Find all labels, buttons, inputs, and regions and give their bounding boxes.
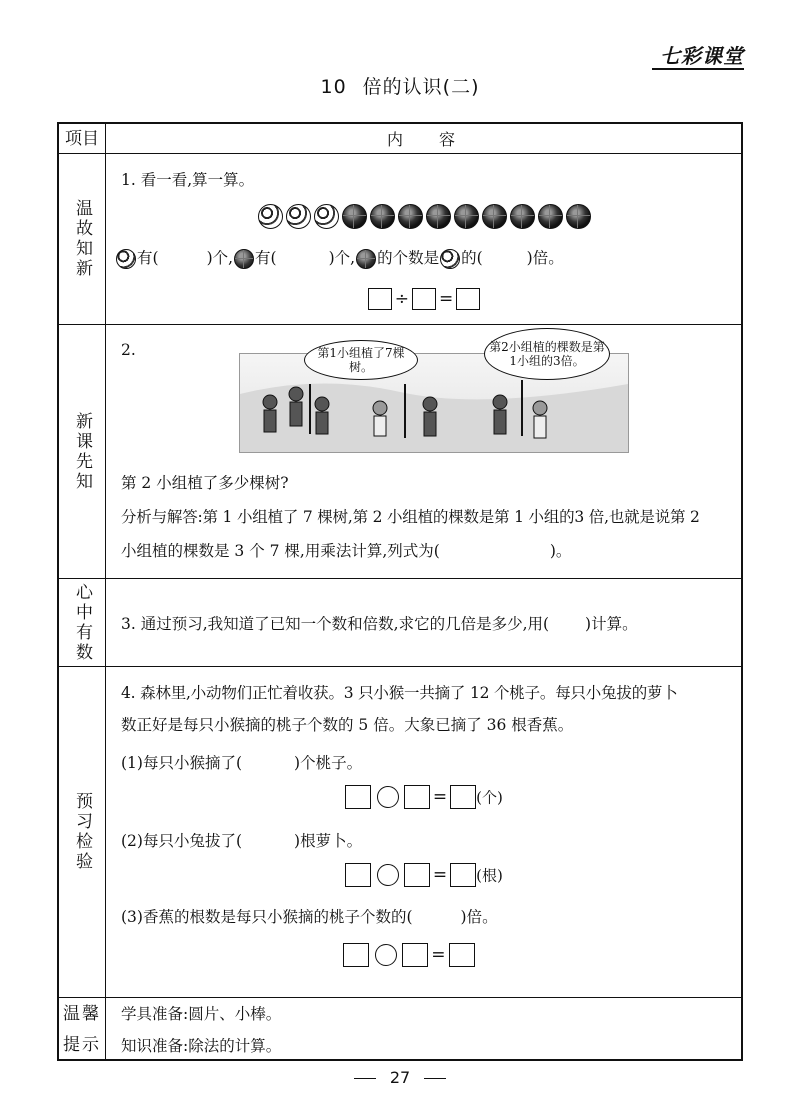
sub-question-text: (3)香蕉的根数是每只小猴摘的桃子个数的( <box>121 908 413 926</box>
equals-sign: = <box>431 945 446 965</box>
worksheet-table <box>57 122 743 1061</box>
section-tips <box>59 998 741 1061</box>
question-1-prompt: 1. 看一看,算一算。 <box>121 171 255 189</box>
sub-question-text: )根萝卜。 <box>294 832 363 850</box>
answer-box[interactable] <box>404 863 430 887</box>
page-number: 27 <box>389 1068 411 1087</box>
answer-box[interactable] <box>368 288 392 310</box>
section-content-tips <box>107 998 741 1061</box>
equals-sign: = <box>432 865 448 885</box>
lesson-title: 倍的认识(二) <box>362 76 480 98</box>
page-footer <box>0 1068 800 1087</box>
lesson-number: 10 <box>320 76 347 98</box>
operator-circle[interactable] <box>377 786 399 808</box>
fill-text: 有( <box>255 249 277 267</box>
question-2-number: 2. <box>121 341 136 359</box>
answer-box[interactable] <box>450 785 476 809</box>
basketball-icon <box>538 204 563 229</box>
question-2-text: 第 2 小组植了多少棵树? <box>121 474 289 492</box>
basketball-icon <box>454 204 479 229</box>
sub-question-text: (2)每只小兔拔了( <box>121 832 243 850</box>
sub-question-text: (1)每只小猴摘了( <box>121 754 243 772</box>
speech-bubble-group-1: 第1小组植了7棵树。 <box>304 340 418 380</box>
soccer-ball-icon <box>440 249 460 269</box>
basketball-icon <box>482 204 507 229</box>
equals-sign: = <box>432 787 448 807</box>
section-preview-check <box>59 667 741 998</box>
basketball-icon <box>426 204 451 229</box>
fill-text: 有( <box>137 249 159 267</box>
section-label-summary: 心中有数 <box>59 579 106 666</box>
operator-circle[interactable] <box>377 864 399 886</box>
footer-dash <box>424 1078 446 1079</box>
answer-box[interactable] <box>402 943 428 967</box>
equation-2 <box>107 785 741 809</box>
section-content-new-lesson <box>107 325 741 578</box>
speech-bubble-group-2: 第2小组植的棵数是第1小组的3倍。 <box>484 328 610 380</box>
question-3-text: )计算。 <box>585 615 638 633</box>
fill-text: 的个数是 <box>377 249 440 267</box>
equation-3 <box>107 863 741 887</box>
basketball-icon <box>342 204 367 229</box>
section-content-review <box>107 154 741 324</box>
answer-box[interactable] <box>404 785 430 809</box>
fill-text: )个, <box>206 249 234 267</box>
question-3-text: 3. 通过预习,我知道了已知一个数和倍数,求它的几倍是多少,用( <box>121 615 550 633</box>
analysis-text: )。 <box>549 542 572 560</box>
question-4-line-2: 数正好是每只小猴摘的桃子个数的 5 倍。大象已摘了 36 根香蕉。 <box>121 716 574 734</box>
page-title <box>0 72 800 99</box>
sub-question-1 <box>121 751 362 773</box>
equation-1 <box>107 288 741 310</box>
tip-knowledge: 知识准备:除法的计算。 <box>121 1037 282 1055</box>
analysis-line-1: 分析与解答:第 1 小组植了 7 棵树,第 2 小组植的棵数是第 1 小组的3 倍,也就是说第 2 <box>121 508 700 526</box>
equation-4 <box>107 943 741 967</box>
answer-box[interactable] <box>343 943 369 967</box>
soccer-ball-icon <box>116 249 136 269</box>
section-summary <box>59 579 741 667</box>
soccer-ball-icon <box>286 204 311 229</box>
answer-box[interactable] <box>412 288 436 310</box>
answer-box[interactable] <box>345 863 371 887</box>
soccer-ball-icon <box>258 204 283 229</box>
unit-label: (个) <box>476 788 503 807</box>
tips-label-top: 温馨 <box>63 1003 101 1024</box>
operator-circle[interactable] <box>375 944 397 966</box>
tip-tools: 学具准备:圆片、小棒。 <box>121 1005 282 1023</box>
footer-dash <box>354 1078 376 1079</box>
question-3 <box>121 612 638 634</box>
sub-question-text: )倍。 <box>460 908 498 926</box>
basketball-icon <box>356 249 376 269</box>
section-new-lesson <box>59 325 741 579</box>
question-4-line-1: 4. 森林里,小动物们正忙着收获。3 只小猴一共摘了 12 个桃子。每只小兔拔的萝卜 <box>121 684 678 702</box>
section-content-preview-check <box>107 667 741 997</box>
basketball-icon <box>566 204 591 229</box>
analysis-text: 小组植的棵数是 3 个 7 棵,用乘法计算,列式为( <box>121 542 440 560</box>
table-header-row <box>59 124 741 154</box>
header-content: 内容 <box>386 130 491 149</box>
fill-text: )倍。 <box>526 249 564 267</box>
fill-text: 的( <box>461 249 483 267</box>
section-review <box>59 154 741 325</box>
section-label-preview-check: 预习检验 <box>59 667 106 997</box>
tree-planting-illustration <box>239 340 629 453</box>
soccer-ball-icon <box>314 204 339 229</box>
section-label-tips <box>59 998 106 1061</box>
basketball-icon <box>370 204 395 229</box>
question-1-fill-line <box>115 246 564 269</box>
basketball-icon <box>398 204 423 229</box>
equals-sign: = <box>439 289 454 309</box>
sub-question-3 <box>121 905 498 927</box>
sub-question-2 <box>121 829 362 851</box>
answer-box[interactable] <box>450 863 476 887</box>
answer-box[interactable] <box>449 943 475 967</box>
basketball-icon <box>234 249 254 269</box>
analysis-line-2 <box>121 539 571 561</box>
basketball-icon <box>510 204 535 229</box>
brand-logo: 七彩课堂 <box>660 44 744 68</box>
division-sign: ÷ <box>394 289 409 309</box>
section-label-new-lesson: 新课先知 <box>59 325 106 578</box>
brand-underline <box>652 68 744 70</box>
answer-box[interactable] <box>345 785 371 809</box>
section-content-summary <box>107 579 741 666</box>
header-label: 项目 <box>59 124 106 153</box>
tips-label-bottom: 提示 <box>63 1035 101 1056</box>
section-label-review: 温故知新 <box>59 154 106 324</box>
unit-label: (根) <box>476 866 503 885</box>
balls-illustration <box>107 204 741 229</box>
sub-question-text: )个桃子。 <box>294 754 363 772</box>
answer-box[interactable] <box>456 288 480 310</box>
fill-text: )个, <box>328 249 356 267</box>
